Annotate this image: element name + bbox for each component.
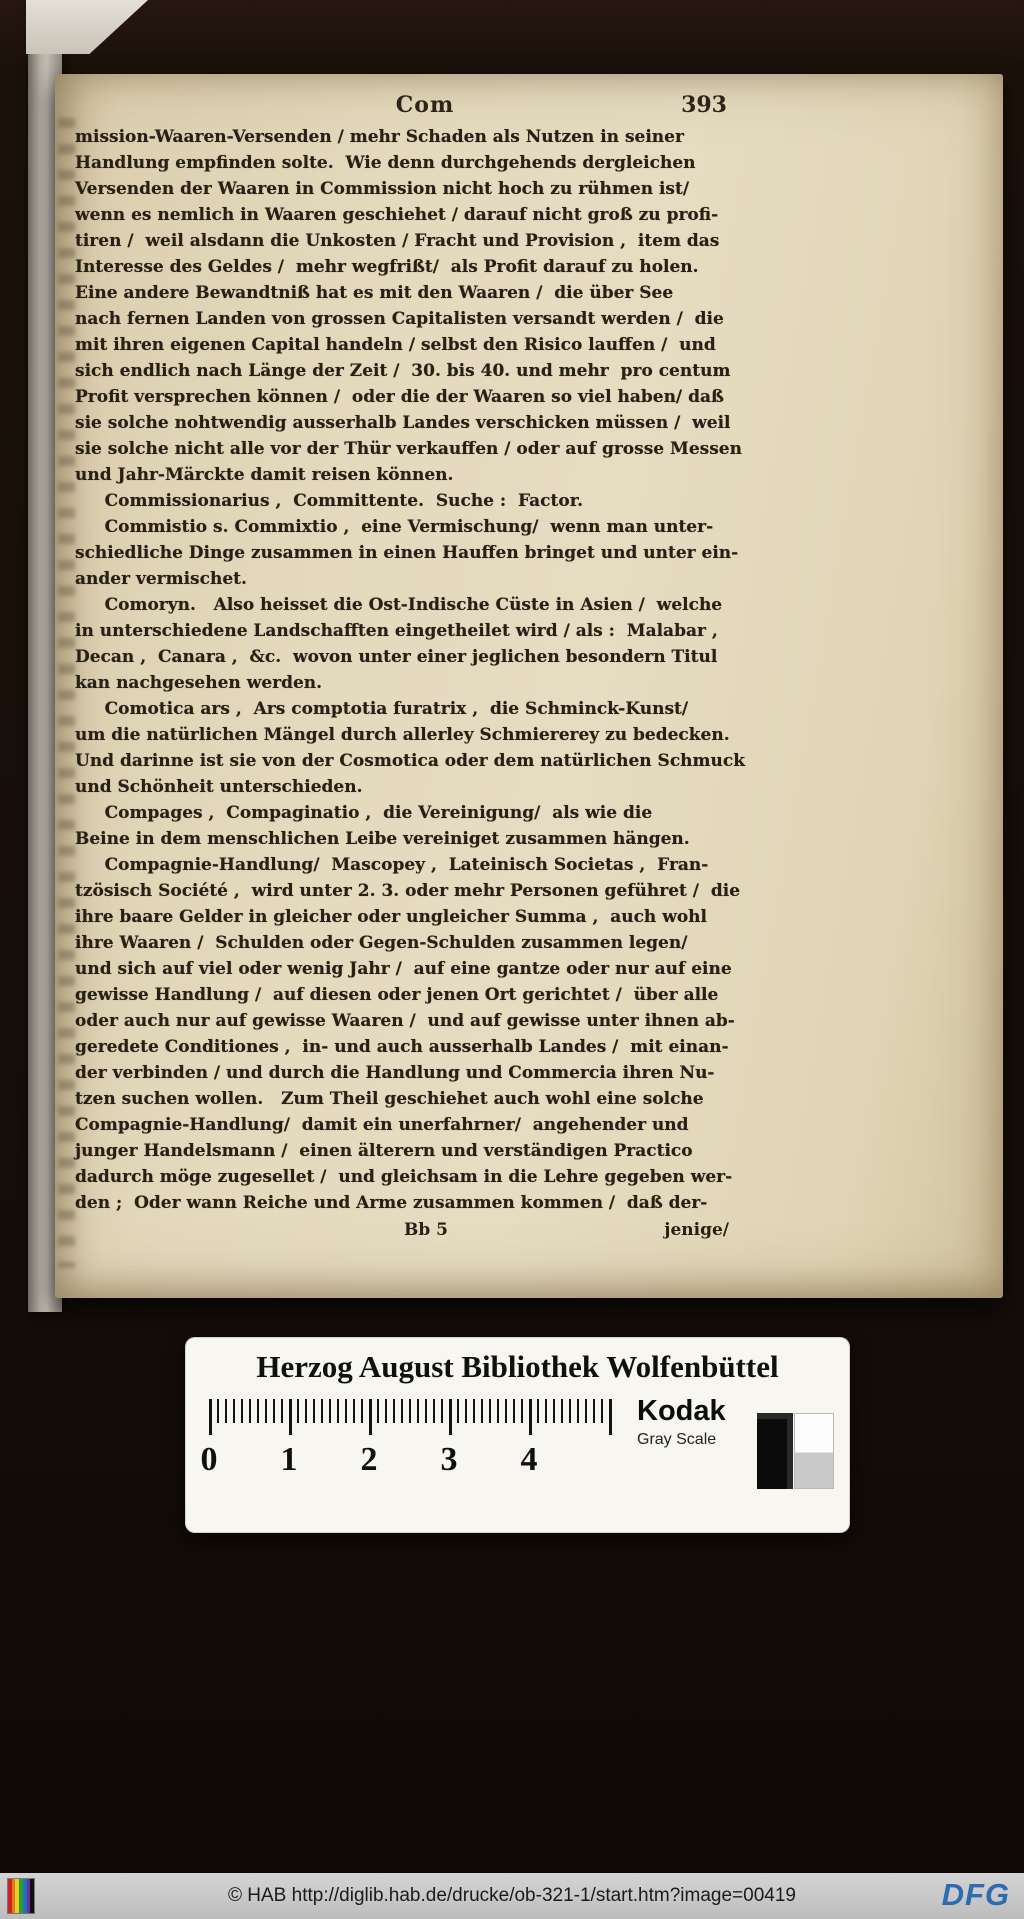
text-line: Compagnie-Handlung/ damit ein unerfahrner/ angehender und xyxy=(75,1115,689,1135)
ruler-tick xyxy=(585,1399,587,1423)
dfg-logo: DFG xyxy=(941,1877,1010,1912)
text-line: den ; Oder wann Reiche und Arme zusammen kommen / daß der- xyxy=(75,1193,708,1213)
text-line: Commistio s. Commixtio , eine Vermischung/ wenn man unter- xyxy=(75,517,714,537)
text-line: in unterschiedene Landschafften eingetheilet wird / als : Malabar , xyxy=(75,621,718,641)
text-line: junger Handelsmann / einen älterern und verständigen Practico xyxy=(75,1141,693,1161)
ruler-tick xyxy=(449,1399,452,1435)
ruler-tick xyxy=(217,1399,219,1423)
ruler-tick xyxy=(329,1399,331,1423)
ruler-tick xyxy=(345,1399,347,1423)
ruler-tick xyxy=(273,1399,275,1423)
text-line: tzösisch Société , wird unter 2. 3. oder mehr Personen geführet / die xyxy=(75,881,741,901)
text-line: und sich auf viel oder wenig Jahr / auf eine gantze oder nur auf eine xyxy=(75,959,732,979)
ruler-number: 4 xyxy=(520,1441,538,1478)
text-line: und Jahr-Märckte damit reisen können. xyxy=(75,465,454,485)
ruler-tick xyxy=(473,1399,475,1423)
ruler-tick xyxy=(561,1399,563,1423)
ruler-tick xyxy=(545,1399,547,1423)
ruler-tick xyxy=(369,1399,372,1435)
ruler-tick xyxy=(521,1399,523,1423)
ruler-tick xyxy=(569,1399,571,1423)
catchword: jenige/ xyxy=(664,1220,729,1240)
ruler-numbers xyxy=(200,1441,629,1485)
ruler-tick xyxy=(337,1399,339,1423)
ruler-tick xyxy=(593,1399,595,1423)
text-line: Profit versprechen können / oder die der Waaren so viel haben/ daß xyxy=(75,387,724,407)
page-header xyxy=(75,92,775,122)
ruler-tick xyxy=(233,1399,235,1423)
text-line: dadurch möge zugesellet / und gleichsam in die Lehre gegeben wer- xyxy=(75,1167,733,1187)
ruler-tick xyxy=(305,1399,307,1423)
ruler-tick xyxy=(505,1399,507,1423)
ruler-tick xyxy=(281,1399,283,1423)
page-corner xyxy=(26,0,148,54)
text-line: tiren / weil alsdann die Unkosten / Fracht und Provision , item das xyxy=(75,231,720,251)
ruler-tick xyxy=(433,1399,435,1423)
ruler-tick xyxy=(265,1399,267,1423)
text-line: um die natürlichen Mängel durch allerley Schmiererey zu bedecken. xyxy=(75,725,730,745)
running-title: Com xyxy=(395,92,455,118)
text-line: ander vermischet. xyxy=(75,569,247,589)
text-line: Interesse des Geldes / mehr wegfrißt/ als Profit darauf zu holen. xyxy=(75,257,699,277)
kodak-brand: Kodak xyxy=(637,1395,726,1427)
ruler-tick xyxy=(513,1399,515,1423)
ruler-tick xyxy=(489,1399,491,1423)
ruler-tick xyxy=(457,1399,459,1423)
text-line: Comotica ars , Ars comptotia furatrix , die Schminck-Kunst/ xyxy=(75,699,689,719)
text-line: Decan , Canara , &c. wovon unter einer jeglichen besondern Titul xyxy=(75,647,718,667)
text-line: sie solche nicht alle vor der Thür verkauffen / oder auf grosse Messen xyxy=(75,439,742,459)
text-line: nach fernen Landen von grossen Capitalisten versandt werden / die xyxy=(75,309,724,329)
text-line: kan nachgesehen werden. xyxy=(75,673,323,693)
ruler-tick xyxy=(225,1399,227,1423)
ruler-tick xyxy=(417,1399,419,1423)
library-card xyxy=(185,1337,850,1533)
text-line: Und darinne ist sie von der Cosmotica oder dem natürlichen Schmuck xyxy=(75,751,746,771)
ruler-tick xyxy=(377,1399,379,1423)
ruler-tick xyxy=(209,1399,212,1435)
text-line: mission-Waaren-Versenden / mehr Schaden als Nutzen in seiner xyxy=(75,127,684,147)
signature-mark: Bb 5 xyxy=(403,1220,448,1240)
ruler-tick xyxy=(361,1399,363,1423)
ruler-tick xyxy=(425,1399,427,1423)
text-line: Compages , Compaginatio , die Vereinigung/ als wie die xyxy=(75,803,653,823)
text-line: Handlung empfinden solte. Wie denn durchgehends dergleichen xyxy=(75,153,696,173)
ruler-tick xyxy=(393,1399,395,1423)
library-name: Herzog August Bibliothek Wolfenbüttel xyxy=(256,1349,779,1384)
ruler-tick xyxy=(353,1399,355,1423)
showthrough-smudge xyxy=(58,118,75,1268)
page-footer-row xyxy=(75,1220,777,1248)
text-line: geredete Conditiones , in- und auch ausserhalb Landes / mit einan- xyxy=(75,1037,729,1057)
page-text xyxy=(75,124,777,1216)
ruler-tick xyxy=(529,1399,532,1435)
ruler-tick xyxy=(313,1399,315,1423)
text-line: ihre baare Gelder in gleicher oder ungleicher Summa , auch wohl xyxy=(75,907,707,927)
text-line: ihre Waaren / Schulden oder Gegen-Schulden zusammen legen/ xyxy=(75,933,688,953)
text-line: mit ihren eigenen Capital handeln / selbst den Risico lauffen / und xyxy=(75,335,716,355)
ruler-tick xyxy=(257,1399,259,1423)
text-line: sich endlich nach Länge der Zeit / 30. bis 40. und mehr pro centum xyxy=(75,361,731,381)
page-number: 393 xyxy=(681,92,727,118)
ruler-number: 2 xyxy=(360,1441,378,1478)
ruler-tick xyxy=(289,1399,292,1435)
text-line: wenn es nemlich in Waaren geschiehet / darauf nicht groß zu profi- xyxy=(75,205,719,225)
ruler-tick xyxy=(497,1399,499,1423)
ruler-number: 3 xyxy=(440,1441,458,1478)
ruler-tick xyxy=(465,1399,467,1423)
ruler-tick xyxy=(385,1399,387,1423)
footer-bar xyxy=(0,1873,1024,1919)
text-line: gewisse Handlung / auf diesen oder jenen Ort gerichtet / über alle xyxy=(75,985,719,1005)
ruler-tick xyxy=(249,1399,251,1423)
ruler-tick xyxy=(401,1399,403,1423)
kodak-label xyxy=(637,1395,726,1449)
text-line: Versenden der Waaren in Commission nicht hoch zu rühmen ist/ xyxy=(75,179,690,199)
ruler-tick xyxy=(321,1399,323,1423)
ruler-tick xyxy=(601,1399,603,1423)
ruler-tick xyxy=(241,1399,243,1423)
ruler-number: 0 xyxy=(200,1441,218,1478)
ruler-tick xyxy=(537,1399,539,1423)
text-line: Eine andere Bewandtniß hat es mit den Waaren / die über See xyxy=(75,283,674,303)
gray-scale-label: Gray Scale xyxy=(637,1431,717,1448)
gray-scale-patch-black xyxy=(757,1413,793,1489)
ruler-tick xyxy=(409,1399,411,1423)
text-line: Compagnie-Handlung/ Mascopey , Lateinisch Societas , Fran- xyxy=(75,855,709,875)
ruler-tick xyxy=(553,1399,555,1423)
book-page xyxy=(55,74,1003,1298)
ruler-tick xyxy=(297,1399,299,1423)
ruler-tick xyxy=(441,1399,443,1423)
text-line: sie solche nohtwendig ausserhalb Landes verschicken müssen / weil xyxy=(75,413,731,433)
gray-scale-patch-light xyxy=(794,1413,834,1489)
ruler-tick xyxy=(609,1399,612,1435)
text-line: schiedliche Dinge zusammen in einen Hauffen bringet und unter ein- xyxy=(75,543,739,563)
text-line: Beine in dem menschlichen Leibe vereiniget zusammen hängen. xyxy=(75,829,690,849)
text-line: tzen suchen wollen. Zum Theil geschiehet auch wohl eine solche xyxy=(75,1089,704,1109)
text-line: und Schönheit unterschieden. xyxy=(75,777,363,797)
text-line: Commissionarius , Committente. Suche : Factor. xyxy=(75,491,584,511)
ruler-tick xyxy=(577,1399,579,1423)
text-line: oder auch nur auf gewisse Waaren / und auf gewisse unter ihnen ab- xyxy=(75,1011,735,1031)
text-line: Comoryn. Also heisset die Ost-Indische Cüste in Asien / welche xyxy=(75,595,723,615)
text-line: der verbinden / und durch die Handlung und Commercia ihren Nu- xyxy=(75,1063,715,1083)
ruler-number: 1 xyxy=(280,1441,298,1478)
ruler xyxy=(209,1399,629,1437)
ruler-tick xyxy=(481,1399,483,1423)
attribution-url: © HAB http://diglib.hab.de/drucke/ob-321-1/start.htm?image=00419 xyxy=(228,1885,796,1906)
